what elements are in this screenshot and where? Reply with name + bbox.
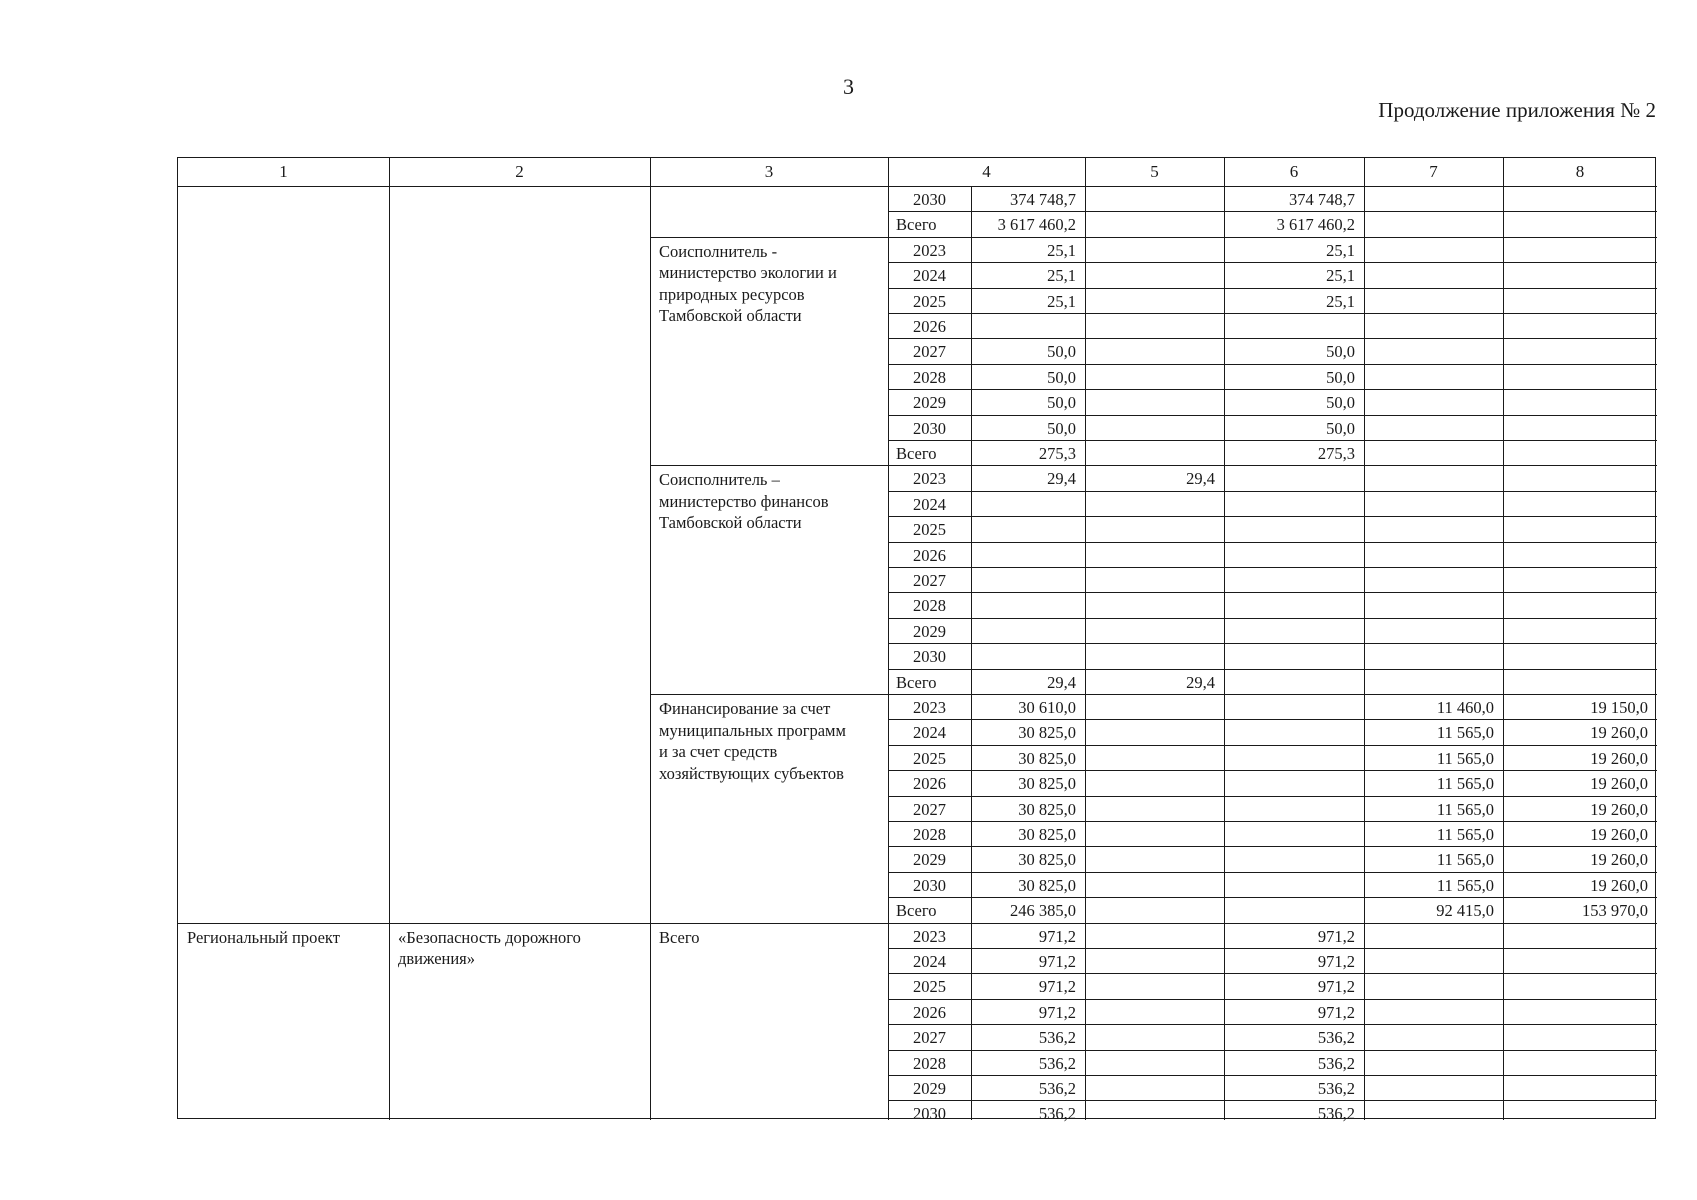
value-col7 — [1364, 314, 1503, 339]
value-total: 30 825,0 — [1018, 774, 1076, 794]
value-col5 — [1085, 1025, 1224, 1050]
value-col5 — [1085, 847, 1224, 872]
row-year-label: 2028 — [913, 825, 946, 844]
value-col6: 50,0 — [1326, 418, 1355, 438]
row-year-label: 2024 — [913, 266, 946, 286]
value-col8 — [1503, 974, 1657, 999]
column-header: 2 — [515, 162, 524, 181]
value-col5 — [1085, 771, 1224, 796]
value-col7 — [1364, 492, 1503, 517]
row-year-label: 2030 — [913, 875, 946, 895]
row-year-label: Всего — [896, 444, 937, 463]
value-total: 536,2 — [1038, 1079, 1076, 1098]
value-col8 — [1503, 314, 1657, 339]
value-col8: 19 260,0 — [1590, 850, 1648, 870]
value-total — [971, 644, 1085, 669]
executor-label: Соисполнитель – министерство финансов Тамбовской области — [659, 470, 829, 533]
row-year-label: 2026 — [913, 317, 946, 336]
row-year-label: 2026 — [913, 545, 946, 565]
project-name-label: «Безопасность дорожного движения» — [398, 927, 581, 969]
budget-table — [177, 157, 1656, 1124]
value-col8 — [1503, 517, 1657, 542]
value-col8 — [1503, 1000, 1657, 1025]
block-divider — [650, 465, 888, 466]
value-total: 50,0 — [1047, 342, 1076, 362]
value-col8: 19 260,0 — [1590, 875, 1648, 895]
value-col5 — [1085, 212, 1224, 237]
value-col8 — [1503, 543, 1657, 568]
value-col8: 19 260,0 — [1590, 774, 1648, 794]
value-col6: 275,3 — [1317, 444, 1355, 463]
column-header: 7 — [1429, 162, 1438, 181]
header-column-divider — [389, 158, 390, 186]
value-col8 — [1503, 238, 1657, 263]
column-divider — [1085, 186, 1086, 1120]
value-col5 — [1085, 1076, 1224, 1101]
value-col7 — [1364, 263, 1503, 288]
value-col7 — [1364, 1000, 1503, 1025]
value-col7: 11 565,0 — [1436, 723, 1494, 743]
row-year-label: 2023 — [913, 926, 946, 946]
value-col8 — [1503, 619, 1657, 644]
value-total: 30 825,0 — [1018, 799, 1076, 819]
row-year-label: 2030 — [913, 190, 946, 209]
column-divider — [1224, 186, 1225, 1120]
value-col8: 19 260,0 — [1590, 723, 1648, 743]
row-year-label: 2025 — [913, 748, 946, 768]
value-col5 — [1085, 416, 1224, 441]
value-col5 — [1085, 593, 1224, 618]
value-col5 — [1085, 746, 1224, 771]
value-col7: 11 565,0 — [1436, 774, 1494, 794]
value-col5 — [1085, 543, 1224, 568]
value-col7 — [1364, 390, 1503, 415]
row-year-label: 2025 — [913, 520, 946, 540]
value-col5 — [1085, 568, 1224, 593]
value-col7 — [1364, 441, 1503, 466]
value-total: 536,2 — [1038, 1028, 1076, 1048]
value-total — [971, 543, 1085, 568]
value-col8 — [1503, 187, 1657, 212]
value-col7 — [1364, 365, 1503, 390]
header-column-divider — [1085, 158, 1086, 186]
value-col5 — [1085, 924, 1224, 949]
row-year-label: 2029 — [913, 850, 946, 870]
row-year-label: Всего — [896, 215, 937, 235]
row-year-label: 2028 — [913, 1053, 946, 1073]
value-col6: 25,1 — [1326, 266, 1355, 286]
value-total: 50,0 — [1047, 418, 1076, 438]
value-col6 — [1224, 492, 1364, 517]
value-col5 — [1085, 187, 1224, 212]
value-col5 — [1085, 720, 1224, 745]
appendix-continuation-note: Продолжение приложения № 2 — [1378, 98, 1656, 122]
value-col7 — [1364, 670, 1503, 695]
value-col6 — [1224, 466, 1364, 491]
value-col5 — [1085, 1051, 1224, 1076]
value-col7 — [1364, 289, 1503, 314]
value-col8 — [1503, 670, 1657, 695]
row-year-label: 2023 — [913, 240, 946, 260]
row-year-label: Всего — [896, 672, 937, 692]
value-col8 — [1503, 289, 1657, 314]
value-col6: 536,2 — [1317, 1104, 1355, 1124]
value-col5 — [1085, 1101, 1224, 1126]
value-col6: 50,0 — [1326, 367, 1355, 387]
value-total: 25,1 — [1047, 240, 1076, 260]
value-col8 — [1503, 1076, 1657, 1101]
value-col5 — [1085, 289, 1224, 314]
value-col7: 11 565,0 — [1436, 799, 1494, 819]
value-col8 — [1503, 1051, 1657, 1076]
value-total: 536,2 — [1038, 1104, 1076, 1124]
value-col6 — [1224, 593, 1364, 618]
value-col8 — [1503, 416, 1657, 441]
row-year-label: 2026 — [913, 1002, 946, 1022]
block-divider — [650, 237, 888, 238]
value-col8 — [1503, 441, 1657, 466]
value-col8 — [1503, 365, 1657, 390]
column-header: 5 — [1150, 162, 1159, 181]
value-col6: 971,2 — [1317, 977, 1355, 997]
row-year-label: 2030 — [913, 647, 946, 667]
row-year-label: 2024 — [913, 952, 946, 971]
value-total: 29,4 — [1047, 672, 1076, 692]
value-col7 — [1364, 212, 1503, 237]
value-col5 — [1085, 619, 1224, 644]
value-col5 — [1085, 822, 1224, 847]
row-year-label: 2024 — [913, 723, 946, 743]
row-year-label: 2028 — [913, 367, 946, 387]
value-col6 — [1224, 568, 1364, 593]
value-total: 971,2 — [1038, 952, 1076, 971]
value-col5 — [1085, 492, 1224, 517]
block-divider — [650, 694, 888, 695]
value-col5 — [1085, 441, 1224, 466]
value-total — [971, 568, 1085, 593]
value-col6: 971,2 — [1317, 1002, 1355, 1022]
value-col8 — [1503, 339, 1657, 364]
row-year-label: 2030 — [913, 1104, 946, 1124]
value-total: 246 385,0 — [1010, 901, 1076, 921]
column-header: 6 — [1289, 162, 1299, 181]
value-col5 — [1085, 873, 1224, 898]
column-divider — [650, 186, 651, 1120]
value-col5 — [1085, 898, 1224, 923]
value-col7 — [1364, 619, 1503, 644]
value-col6: 374 748,7 — [1289, 190, 1355, 209]
row-year-label: 2023 — [913, 698, 946, 717]
value-col7 — [1364, 339, 1503, 364]
value-total: 275,3 — [1038, 444, 1076, 463]
value-col7 — [1364, 543, 1503, 568]
value-total: 29,4 — [1047, 469, 1076, 489]
value-total: 971,2 — [1038, 926, 1076, 946]
value-col7 — [1364, 1101, 1503, 1126]
value-total — [971, 619, 1085, 644]
header-column-divider — [1224, 158, 1225, 186]
value-col7 — [1364, 1076, 1503, 1101]
column-divider — [888, 186, 889, 1120]
value-total — [971, 517, 1085, 542]
value-col5 — [1085, 390, 1224, 415]
value-col7 — [1364, 1025, 1503, 1050]
row-year-label: 2023 — [913, 469, 946, 489]
row-year-label: 2029 — [913, 1079, 946, 1098]
value-total: 25,1 — [1047, 291, 1076, 311]
value-col8 — [1503, 1101, 1657, 1126]
value-col6: 971,2 — [1317, 926, 1355, 946]
value-col7 — [1364, 517, 1503, 542]
value-col7 — [1364, 949, 1503, 974]
value-col5 — [1085, 517, 1224, 542]
executor-label: Соисполнитель - министерство экологии и природных ресурсов Тамбовской области — [659, 241, 837, 326]
column-divider — [1503, 186, 1504, 1120]
value-col6 — [1224, 517, 1364, 542]
column-header: 1 — [279, 162, 288, 181]
value-col6: 536,2 — [1317, 1028, 1355, 1048]
value-total — [971, 593, 1085, 618]
row-year-label: 2024 — [913, 494, 946, 514]
row-year-label: 2030 — [913, 418, 946, 438]
value-col8: 19 260,0 — [1590, 825, 1648, 844]
row-year-label: 2026 — [913, 774, 946, 794]
value-col8: 19 260,0 — [1590, 799, 1648, 819]
row-year-label: 2025 — [913, 291, 946, 311]
value-col5 — [1085, 339, 1224, 364]
value-total: 30 825,0 — [1018, 723, 1076, 743]
value-col6 — [1224, 619, 1364, 644]
value-col5 — [1085, 238, 1224, 263]
value-col6: 3 617 460,2 — [1276, 215, 1355, 235]
value-col7 — [1364, 466, 1503, 491]
value-col7 — [1364, 974, 1503, 999]
value-total: 30 610,0 — [1018, 698, 1076, 717]
value-col6: 25,1 — [1326, 240, 1355, 260]
column-divider — [1364, 186, 1365, 1120]
value-col6 — [1224, 695, 1364, 720]
value-total: 374 748,7 — [1010, 190, 1076, 209]
row-year-label: 2027 — [913, 1028, 946, 1048]
value-col6 — [1224, 771, 1364, 796]
value-col7 — [1364, 238, 1503, 263]
value-col8 — [1503, 949, 1657, 974]
value-total: 971,2 — [1038, 977, 1076, 997]
value-col6: 50,0 — [1326, 393, 1355, 413]
header-column-divider — [1503, 158, 1504, 186]
column-divider — [971, 186, 972, 1120]
value-col5 — [1085, 365, 1224, 390]
value-col7 — [1364, 924, 1503, 949]
value-col6: 536,2 — [1317, 1079, 1355, 1098]
value-col5 — [1085, 974, 1224, 999]
value-col5: 29,4 — [1186, 469, 1215, 489]
row-year-label: 2025 — [913, 977, 946, 997]
header-column-divider — [888, 158, 889, 186]
row-year-label: 2029 — [913, 621, 946, 641]
value-total: 50,0 — [1047, 367, 1076, 387]
value-col8 — [1503, 492, 1657, 517]
row-year-label: Всего — [896, 901, 937, 921]
block-divider — [178, 923, 888, 924]
value-total: 30 825,0 — [1018, 875, 1076, 895]
value-col5: 29,4 — [1186, 672, 1215, 692]
value-col6 — [1224, 873, 1364, 898]
value-col6 — [1224, 314, 1364, 339]
value-col6 — [1224, 847, 1364, 872]
column-divider — [389, 186, 390, 1120]
value-col8 — [1503, 644, 1657, 669]
value-col8: 19 260,0 — [1590, 748, 1648, 768]
value-col7 — [1364, 1051, 1503, 1076]
value-col5 — [1085, 263, 1224, 288]
row-year-label: 2027 — [913, 571, 946, 590]
value-col6: 25,1 — [1326, 291, 1355, 311]
value-col7 — [1364, 644, 1503, 669]
value-col6 — [1224, 822, 1364, 847]
value-col8 — [1503, 263, 1657, 288]
value-col6 — [1224, 644, 1364, 669]
value-col8 — [1503, 924, 1657, 949]
value-col6 — [1224, 797, 1364, 822]
value-col5 — [1085, 797, 1224, 822]
value-col6 — [1224, 898, 1364, 923]
value-col7: 11 460,0 — [1436, 698, 1494, 717]
value-total: 30 825,0 — [1018, 825, 1076, 844]
value-col8 — [1503, 466, 1657, 491]
value-col8: 153 970,0 — [1582, 901, 1648, 921]
column-header: 4 — [982, 162, 991, 181]
row-year-label: 2027 — [913, 799, 946, 819]
value-col7: 11 565,0 — [1436, 875, 1494, 895]
value-col7 — [1364, 593, 1503, 618]
value-col7 — [1364, 416, 1503, 441]
value-total: 50,0 — [1047, 393, 1076, 413]
value-total: 971,2 — [1038, 1002, 1076, 1022]
value-col7: 11 565,0 — [1436, 748, 1494, 768]
row-year-label: 2029 — [913, 393, 946, 413]
executor-label: Финансирование за счет муниципальных программ и за счет средств хозяйствующих субъектов — [659, 699, 846, 783]
value-total — [971, 492, 1085, 517]
value-total: 30 825,0 — [1018, 850, 1076, 870]
value-col8 — [1503, 212, 1657, 237]
value-col8: 19 150,0 — [1590, 698, 1648, 717]
value-col5 — [1085, 1000, 1224, 1025]
value-total: 25,1 — [1047, 266, 1076, 286]
value-col6: 971,2 — [1317, 952, 1355, 971]
value-col7: 11 565,0 — [1436, 850, 1494, 870]
column-header: 8 — [1575, 162, 1585, 181]
value-col6 — [1224, 670, 1364, 695]
header-column-divider — [650, 158, 651, 186]
value-col6 — [1224, 746, 1364, 771]
value-total — [971, 314, 1085, 339]
value-col6: 536,2 — [1317, 1053, 1355, 1073]
value-col7 — [1364, 187, 1503, 212]
value-col5 — [1085, 644, 1224, 669]
row-year-label: 2027 — [913, 342, 946, 362]
value-col8 — [1503, 1025, 1657, 1050]
value-total: 30 825,0 — [1018, 748, 1076, 768]
header-column-divider — [1364, 158, 1365, 186]
value-col5 — [1085, 695, 1224, 720]
value-col7 — [1364, 568, 1503, 593]
value-col5 — [1085, 314, 1224, 339]
column-header: 3 — [764, 162, 774, 181]
row-year-label: 2028 — [913, 596, 946, 616]
page-number: 3 — [843, 74, 854, 99]
value-total: 3 617 460,2 — [997, 215, 1076, 235]
value-col6 — [1224, 543, 1364, 568]
value-col7: 11 565,0 — [1436, 825, 1494, 844]
value-col8 — [1503, 568, 1657, 593]
executor-label: Всего — [659, 927, 700, 947]
value-total: 536,2 — [1038, 1053, 1076, 1073]
value-col8 — [1503, 390, 1657, 415]
value-col8 — [1503, 593, 1657, 618]
value-col7: 92 415,0 — [1436, 901, 1494, 921]
value-col5 — [1085, 949, 1224, 974]
value-col6: 50,0 — [1326, 342, 1355, 362]
value-col6 — [1224, 720, 1364, 745]
program-element-label: Региональный проект — [187, 927, 340, 947]
